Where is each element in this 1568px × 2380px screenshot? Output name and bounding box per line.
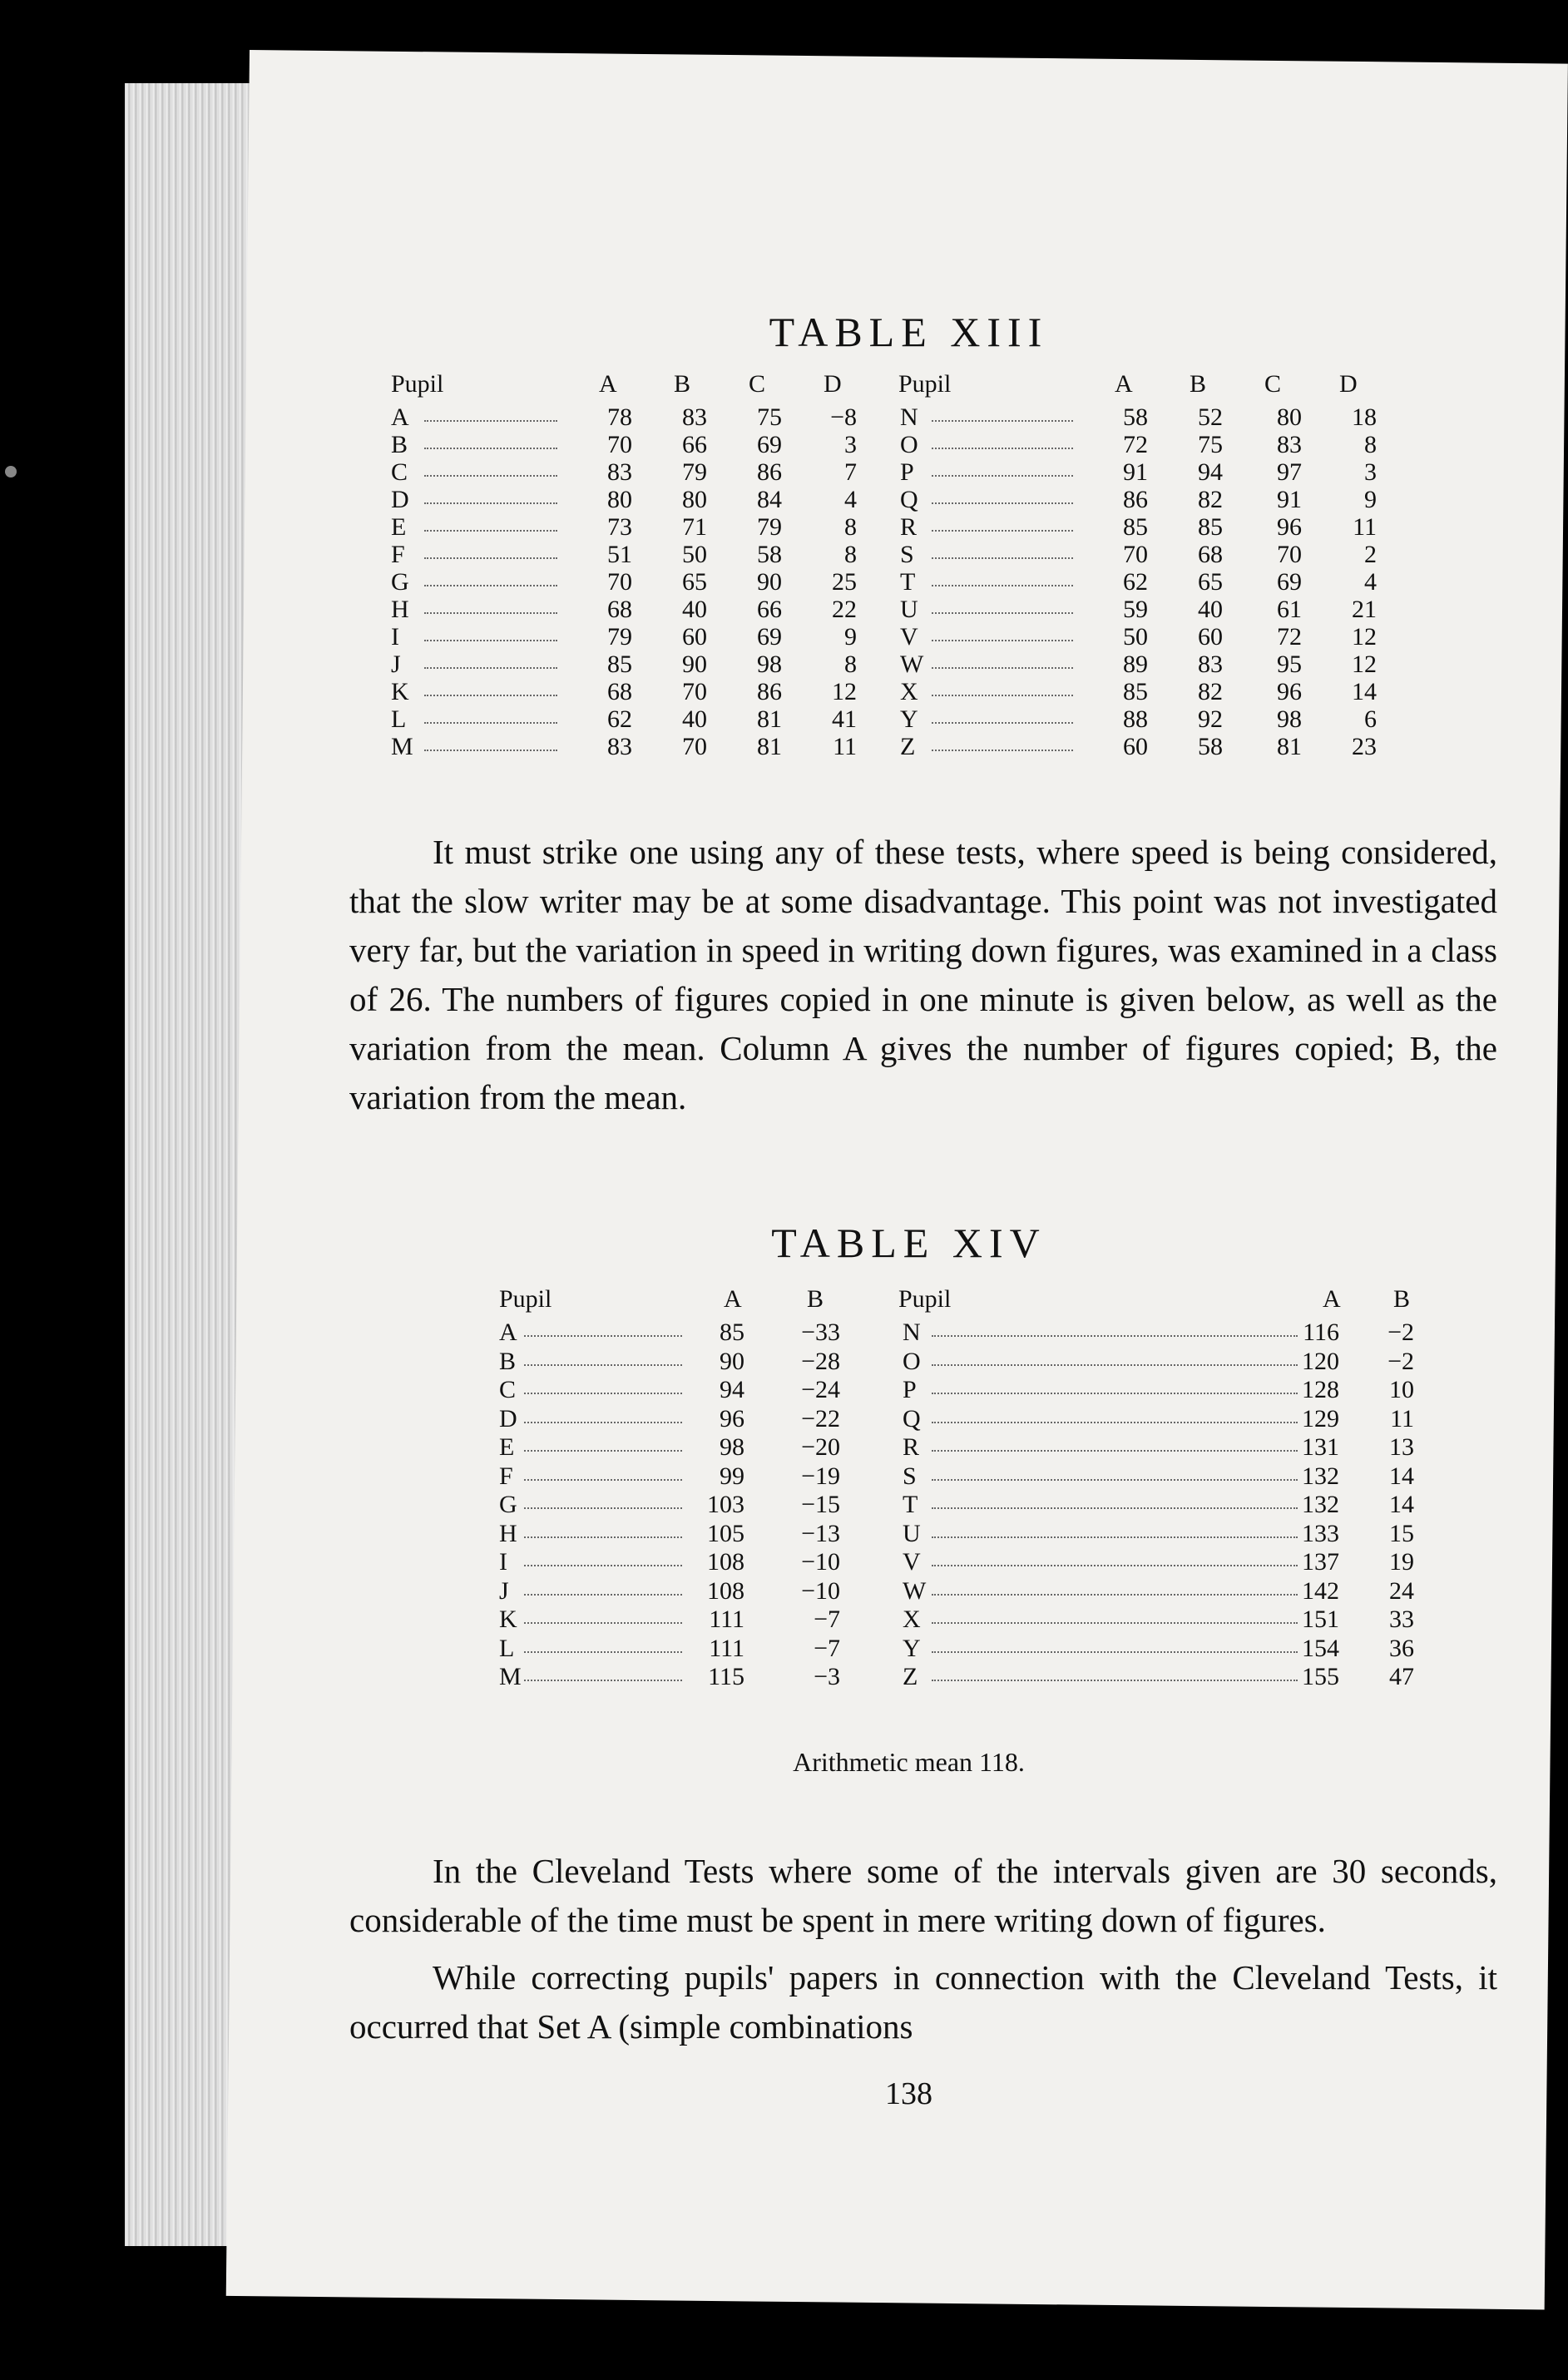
t13-cell-c: 81 <box>757 733 782 760</box>
pupil-label: Y <box>900 705 918 733</box>
t13-header-pupil-right: Pupil <box>898 370 952 398</box>
t13-cell-a: 68 <box>607 596 632 623</box>
t14-cell-b: 19 <box>1389 1548 1414 1576</box>
t14-row-right <box>499 1348 1414 1376</box>
t13-cell-a: 58 <box>1123 403 1148 431</box>
t14-cell-a: 154 <box>1302 1634 1339 1662</box>
t14-row-right <box>499 1520 1414 1548</box>
pupil-label: T <box>900 568 916 596</box>
t13-cell-c: 83 <box>1277 431 1302 458</box>
t13-cell-b: 75 <box>1198 431 1223 458</box>
t13-cell-c: 98 <box>757 651 782 678</box>
dot-leader <box>932 1422 1298 1423</box>
t13-cell-d: 8 <box>844 541 857 568</box>
pupil-label: M <box>499 1663 522 1690</box>
t13-header-d-left: D <box>824 370 842 398</box>
pupil-label: O <box>900 431 918 458</box>
t13-row-right <box>391 513 1556 542</box>
pupil-label: E <box>391 513 407 541</box>
t13-cell-b: 60 <box>1198 623 1223 651</box>
t14-cell-a: 137 <box>1302 1548 1339 1576</box>
t13-row-right <box>391 623 1556 651</box>
t13-cell-a: 86 <box>1123 486 1148 513</box>
t13-cell-d: 11 <box>833 733 857 760</box>
pupil-label: H <box>391 596 409 623</box>
dot-leader <box>932 502 1073 504</box>
pupil-label: S <box>903 1462 917 1490</box>
t14-cell-b: −7 <box>814 1606 840 1633</box>
t14-header-b-left: B <box>807 1285 824 1313</box>
t14-cell-b: 13 <box>1389 1433 1414 1461</box>
t13-cell-c: 69 <box>757 623 782 651</box>
t13-cell-c: 86 <box>757 458 782 486</box>
t13-cell-a: 88 <box>1123 705 1148 733</box>
t14-cell-b: 14 <box>1389 1491 1414 1518</box>
pupil-label: U <box>900 596 918 623</box>
pupil-label: N <box>900 403 918 431</box>
t13-cell-d: 12 <box>832 678 857 705</box>
t14-cell-b: 14 <box>1389 1462 1414 1490</box>
page-content <box>250 83 1568 2279</box>
dot-leader <box>932 1450 1298 1452</box>
t13-cell-c: 79 <box>757 513 782 541</box>
t13-cell-d: 22 <box>832 596 857 623</box>
t13-cell-c: 96 <box>1277 678 1302 705</box>
t13-cell-d: 23 <box>1352 733 1377 760</box>
t14-cell-a: 132 <box>1302 1491 1339 1518</box>
pupil-label: Q <box>903 1404 921 1432</box>
t14-cell-a: 98 <box>720 1433 744 1461</box>
t14-cell-b: 33 <box>1389 1606 1414 1633</box>
t14-row-right <box>499 1462 1414 1491</box>
t13-cell-a: 51 <box>607 541 632 568</box>
t13-cell-b: 83 <box>1198 651 1223 678</box>
pupil-label: G <box>391 568 409 596</box>
t14-cell-a: 115 <box>708 1663 744 1690</box>
table-14-caption: Arithmetic mean 118. <box>793 1747 1025 1777</box>
dot-leader <box>932 557 1073 559</box>
t13-row-right <box>391 568 1556 596</box>
t13-cell-d: 3 <box>1364 458 1377 486</box>
t13-cell-a: 60 <box>1123 733 1148 760</box>
t13-cell-c: 69 <box>757 431 782 458</box>
t13-cell-b: 80 <box>682 486 707 513</box>
t13-cell-c: 80 <box>1277 403 1302 431</box>
t13-cell-b: 90 <box>682 651 707 678</box>
t13-cell-c: 95 <box>1277 651 1302 678</box>
t13-cell-a: 89 <box>1123 651 1148 678</box>
t13-row-right <box>391 403 1556 432</box>
dot-leader <box>932 1364 1298 1366</box>
t13-row-right <box>391 678 1556 706</box>
t13-cell-b: 85 <box>1198 513 1223 541</box>
dot-leader <box>932 667 1073 669</box>
t13-cell-d: 8 <box>844 651 857 678</box>
pupil-label: K <box>391 678 409 705</box>
pupil-label: O <box>903 1347 921 1375</box>
t13-cell-a: 83 <box>607 733 632 760</box>
t13-cell-c: 97 <box>1277 458 1302 486</box>
pupil-label: Z <box>900 733 916 760</box>
dot-leader <box>932 1680 1298 1681</box>
t13-cell-a: 91 <box>1123 458 1148 486</box>
pupil-label: L <box>499 1634 515 1662</box>
paragraph-speed: It must strike one using any of these tests, where speed is being considered, that the slow writer may be at some disadvantage. This point was not investigated very far, but the variation in speed in writing down figures, was examined in a class of 26. The numbers of figures copied in one minute is given below, as well as the variation from the mean. Column A gives the number of figures copied; B, the variation from the mean. <box>349 833 1497 1116</box>
dot-leader <box>932 695 1073 696</box>
t14-header-a-right: A <box>1323 1285 1341 1313</box>
t14-cell-a: 133 <box>1302 1519 1339 1547</box>
t14-cell-b: −24 <box>801 1376 840 1403</box>
t13-cell-c: 86 <box>757 678 782 705</box>
t13-cell-a: 85 <box>1123 513 1148 541</box>
t13-cell-d: 4 <box>844 486 857 513</box>
t14-cell-a: 90 <box>720 1347 744 1375</box>
t13-header-pupil-left: Pupil <box>391 370 444 398</box>
t13-cell-c: 90 <box>757 568 782 596</box>
pupil-label: N <box>903 1319 921 1346</box>
t13-header-c-right: C <box>1264 370 1282 398</box>
t13-cell-c: 69 <box>1277 568 1302 596</box>
dot-leader <box>932 1594 1298 1596</box>
t14-cell-b: 24 <box>1389 1576 1414 1605</box>
pupil-label: J <box>499 1576 509 1605</box>
t13-cell-d: 12 <box>1352 651 1377 678</box>
t13-row-right <box>391 596 1556 624</box>
pupil-label: R <box>903 1433 920 1461</box>
pupil-label: Z <box>903 1663 918 1690</box>
t14-cell-a: 151 <box>1302 1606 1339 1633</box>
t14-cell-a: 128 <box>1302 1376 1339 1403</box>
dot-leader <box>932 640 1073 641</box>
t14-cell-a: 85 <box>720 1319 744 1346</box>
pupil-label: V <box>903 1548 921 1576</box>
t13-cell-c: 98 <box>1277 705 1302 733</box>
t13-cell-d: 12 <box>1352 623 1377 651</box>
t13-cell-b: 60 <box>682 623 707 651</box>
t14-cell-a: 132 <box>1302 1462 1339 1490</box>
t13-cell-b: 65 <box>1198 568 1223 596</box>
t14-cell-a: 111 <box>709 1634 744 1662</box>
pupil-label: D <box>391 486 409 513</box>
t13-cell-d: 14 <box>1352 678 1377 705</box>
t14-cell-a: 108 <box>707 1576 744 1605</box>
t14-header-pupil-left: Pupil <box>499 1285 552 1313</box>
dot-leader <box>932 420 1073 422</box>
t13-header-b-right: B <box>1190 370 1207 398</box>
pupil-label: T <box>903 1491 918 1518</box>
t13-cell-d: 2 <box>1364 541 1377 568</box>
t13-cell-d: 25 <box>832 568 857 596</box>
dot-leader <box>932 1507 1298 1509</box>
t13-cell-c: 66 <box>757 596 782 623</box>
t14-cell-b: 10 <box>1389 1376 1414 1403</box>
pupil-label: A <box>499 1319 517 1346</box>
t13-cell-b: 40 <box>682 705 707 733</box>
pupil-label: J <box>391 651 401 678</box>
t14-cell-b: −7 <box>814 1634 840 1662</box>
dot-leader <box>932 1565 1298 1566</box>
t14-row-right <box>499 1663 1414 1691</box>
t14-cell-b: −28 <box>801 1347 840 1375</box>
pupil-label: C <box>499 1376 517 1403</box>
dot-leader <box>932 1622 1298 1624</box>
t14-cell-b: 47 <box>1389 1663 1414 1690</box>
t14-row-right <box>499 1376 1414 1404</box>
t14-cell-b: −2 <box>1387 1319 1414 1346</box>
dot-leader <box>932 1393 1298 1394</box>
t14-cell-b: −15 <box>801 1491 840 1518</box>
pupil-label: M <box>391 733 413 760</box>
t14-cell-a: 120 <box>1302 1347 1339 1375</box>
t13-cell-b: 52 <box>1198 403 1223 431</box>
t13-row-right <box>391 541 1556 569</box>
pupil-label: W <box>900 651 924 678</box>
t14-cell-a: 99 <box>720 1462 744 1490</box>
t13-cell-a: 68 <box>607 678 632 705</box>
t14-cell-b: −13 <box>801 1519 840 1547</box>
pupil-label: W <box>903 1576 927 1605</box>
t13-row-right <box>391 486 1556 514</box>
t13-cell-d: 11 <box>1353 513 1377 541</box>
t13-cell-b: 70 <box>682 733 707 760</box>
pupil-label: C <box>391 458 408 486</box>
table-13 <box>391 370 1556 803</box>
dot-leader <box>932 1536 1298 1538</box>
pupil-label: P <box>900 458 914 486</box>
t13-row-right <box>391 458 1556 487</box>
t13-cell-a: 85 <box>607 651 632 678</box>
dot-leader <box>932 1479 1298 1481</box>
t13-cell-c: 81 <box>757 705 782 733</box>
t14-cell-b: 36 <box>1389 1634 1414 1662</box>
t13-cell-d: 8 <box>1364 431 1377 458</box>
pupil-label: U <box>903 1519 921 1547</box>
page-number: 138 <box>885 2076 932 2111</box>
t13-cell-d: 4 <box>1364 568 1377 596</box>
t13-header-d-right: D <box>1339 370 1358 398</box>
paragraph-correcting: While correcting pupils' papers in connection with the Cleveland Tests, it occurred that Set A (simple combinations <box>349 1958 1497 2046</box>
t13-header-c-left: C <box>749 370 766 398</box>
t13-cell-a: 70 <box>607 431 632 458</box>
t14-cell-b: −20 <box>801 1433 840 1461</box>
pupil-label: I <box>391 623 399 651</box>
t14-cell-b: 11 <box>1390 1404 1414 1432</box>
dot-leader <box>932 612 1073 614</box>
t13-cell-b: 58 <box>1198 733 1223 760</box>
t13-cell-b: 94 <box>1198 458 1223 486</box>
t14-cell-a: 94 <box>720 1376 744 1403</box>
t14-cell-a: 155 <box>1302 1663 1339 1690</box>
paragraph-cleveland: In the Cleveland Tests where some of the intervals given are 30 seconds, considerable of the time must be spent in mere writing down of figures. <box>349 1852 1497 1939</box>
t13-cell-d: 6 <box>1364 705 1377 733</box>
t13-cell-d: 9 <box>844 623 857 651</box>
t14-row-right <box>499 1319 1414 1347</box>
dot-leader <box>932 1335 1298 1337</box>
t14-cell-b: −22 <box>801 1404 840 1432</box>
t14-cell-a: 129 <box>1302 1404 1339 1432</box>
t13-header-b-left: B <box>674 370 691 398</box>
t13-cell-b: 71 <box>682 513 707 541</box>
t13-cell-d: 21 <box>1352 596 1377 623</box>
t13-cell-c: 70 <box>1277 541 1302 568</box>
t13-cell-b: 68 <box>1198 541 1223 568</box>
t13-row-right <box>391 705 1556 734</box>
table-14 <box>499 1285 1414 1751</box>
t13-cell-a: 83 <box>607 458 632 486</box>
t13-cell-d: 3 <box>844 431 857 458</box>
t13-cell-c: 72 <box>1277 623 1302 651</box>
t14-header-pupil-right: Pupil <box>898 1285 952 1313</box>
pupil-label: B <box>391 431 408 458</box>
t14-row-right <box>499 1548 1414 1576</box>
t14-cell-a: 131 <box>1302 1433 1339 1461</box>
t14-row-right <box>499 1405 1414 1433</box>
pupil-label: B <box>499 1347 517 1375</box>
t13-cell-b: 70 <box>682 678 707 705</box>
t14-cell-a: 116 <box>1303 1319 1339 1346</box>
t13-cell-a: 72 <box>1123 431 1148 458</box>
pupil-label: F <box>499 1462 513 1490</box>
t13-cell-a: 80 <box>607 486 632 513</box>
t14-cell-b: −10 <box>801 1576 840 1605</box>
t13-cell-d: 7 <box>844 458 857 486</box>
t13-cell-b: 83 <box>682 403 707 431</box>
t14-cell-b: −10 <box>801 1548 840 1576</box>
t13-cell-b: 50 <box>682 541 707 568</box>
t14-header-b-right: B <box>1393 1285 1411 1313</box>
pupil-label: I <box>499 1548 507 1576</box>
t13-cell-a: 59 <box>1123 596 1148 623</box>
t13-cell-d: 41 <box>832 705 857 733</box>
t13-row-right <box>391 733 1556 761</box>
pupil-label: E <box>499 1433 515 1461</box>
t13-cell-d: −8 <box>830 403 857 431</box>
t13-cell-c: 91 <box>1277 486 1302 513</box>
t14-row-right <box>499 1491 1414 1519</box>
t13-cell-b: 92 <box>1198 705 1223 733</box>
t14-row-right <box>499 1433 1414 1462</box>
pupil-label: Q <box>900 486 918 513</box>
margin-mark <box>5 466 17 477</box>
pupil-label: K <box>499 1606 517 1633</box>
pupil-label: P <box>903 1376 917 1403</box>
table-13-title: TABLE XIII <box>769 309 1049 355</box>
t14-header-a-left: A <box>724 1285 742 1313</box>
t14-cell-b: −3 <box>814 1663 840 1690</box>
pupil-label: S <box>900 541 914 568</box>
t13-cell-b: 82 <box>1198 678 1223 705</box>
pupil-label: D <box>499 1404 517 1432</box>
t13-cell-a: 70 <box>1123 541 1148 568</box>
t14-row-right <box>499 1577 1414 1606</box>
t13-cell-b: 40 <box>1198 596 1223 623</box>
t13-row-right <box>391 431 1556 459</box>
t13-header-a-left: A <box>599 370 617 398</box>
pupil-label: R <box>900 513 918 541</box>
t13-cell-c: 84 <box>757 486 782 513</box>
t13-row-right <box>391 651 1556 679</box>
t13-cell-b: 40 <box>682 596 707 623</box>
t13-cell-d: 9 <box>1364 486 1377 513</box>
t14-cell-a: 108 <box>707 1548 744 1576</box>
t13-cell-a: 85 <box>1123 678 1148 705</box>
t13-cell-a: 50 <box>1123 623 1148 651</box>
t14-cell-b: −19 <box>801 1462 840 1490</box>
t13-cell-c: 96 <box>1277 513 1302 541</box>
dot-leader <box>932 722 1073 724</box>
dot-leader <box>932 585 1073 586</box>
t14-cell-b: −2 <box>1387 1347 1414 1375</box>
t14-cell-a: 103 <box>707 1491 744 1518</box>
pupil-label: G <box>499 1491 517 1518</box>
dot-leader <box>932 448 1073 449</box>
table-14-title: TABLE XIV <box>771 1220 1046 1266</box>
pupil-label: F <box>391 541 405 568</box>
t14-cell-a: 111 <box>709 1606 744 1633</box>
t13-cell-a: 70 <box>607 568 632 596</box>
t13-cell-d: 18 <box>1352 403 1377 431</box>
t13-cell-c: 61 <box>1277 596 1302 623</box>
dot-leader <box>932 750 1073 751</box>
t13-cell-b: 65 <box>682 568 707 596</box>
t13-cell-a: 73 <box>607 513 632 541</box>
t13-cell-a: 78 <box>607 403 632 431</box>
pupil-label: L <box>391 705 407 733</box>
pupil-label: X <box>900 678 918 705</box>
t13-cell-c: 58 <box>757 541 782 568</box>
pupil-label: H <box>499 1519 517 1547</box>
t13-cell-b: 79 <box>682 458 707 486</box>
t13-cell-c: 75 <box>757 403 782 431</box>
t13-cell-a: 62 <box>607 705 632 733</box>
t14-cell-a: 142 <box>1302 1576 1339 1605</box>
t14-cell-b: −33 <box>801 1319 840 1346</box>
t13-cell-b: 82 <box>1198 486 1223 513</box>
t14-row-right <box>499 1606 1414 1634</box>
t13-cell-d: 8 <box>844 513 857 541</box>
t13-header-a-right: A <box>1115 370 1133 398</box>
t13-cell-c: 81 <box>1277 733 1302 760</box>
dot-leader <box>932 475 1073 477</box>
t13-cell-a: 79 <box>607 623 632 651</box>
dot-leader <box>932 530 1073 532</box>
t14-cell-a: 96 <box>720 1404 744 1432</box>
t14-cell-b: 15 <box>1389 1519 1414 1547</box>
t13-cell-b: 66 <box>682 431 707 458</box>
pupil-label: X <box>903 1606 921 1633</box>
t13-cell-a: 62 <box>1123 568 1148 596</box>
t14-cell-a: 105 <box>707 1519 744 1547</box>
t14-row-right <box>499 1635 1414 1663</box>
dot-leader <box>932 1651 1298 1653</box>
pupil-label: A <box>391 403 409 431</box>
pupil-label: Y <box>903 1634 921 1662</box>
pupil-label: V <box>900 623 918 651</box>
